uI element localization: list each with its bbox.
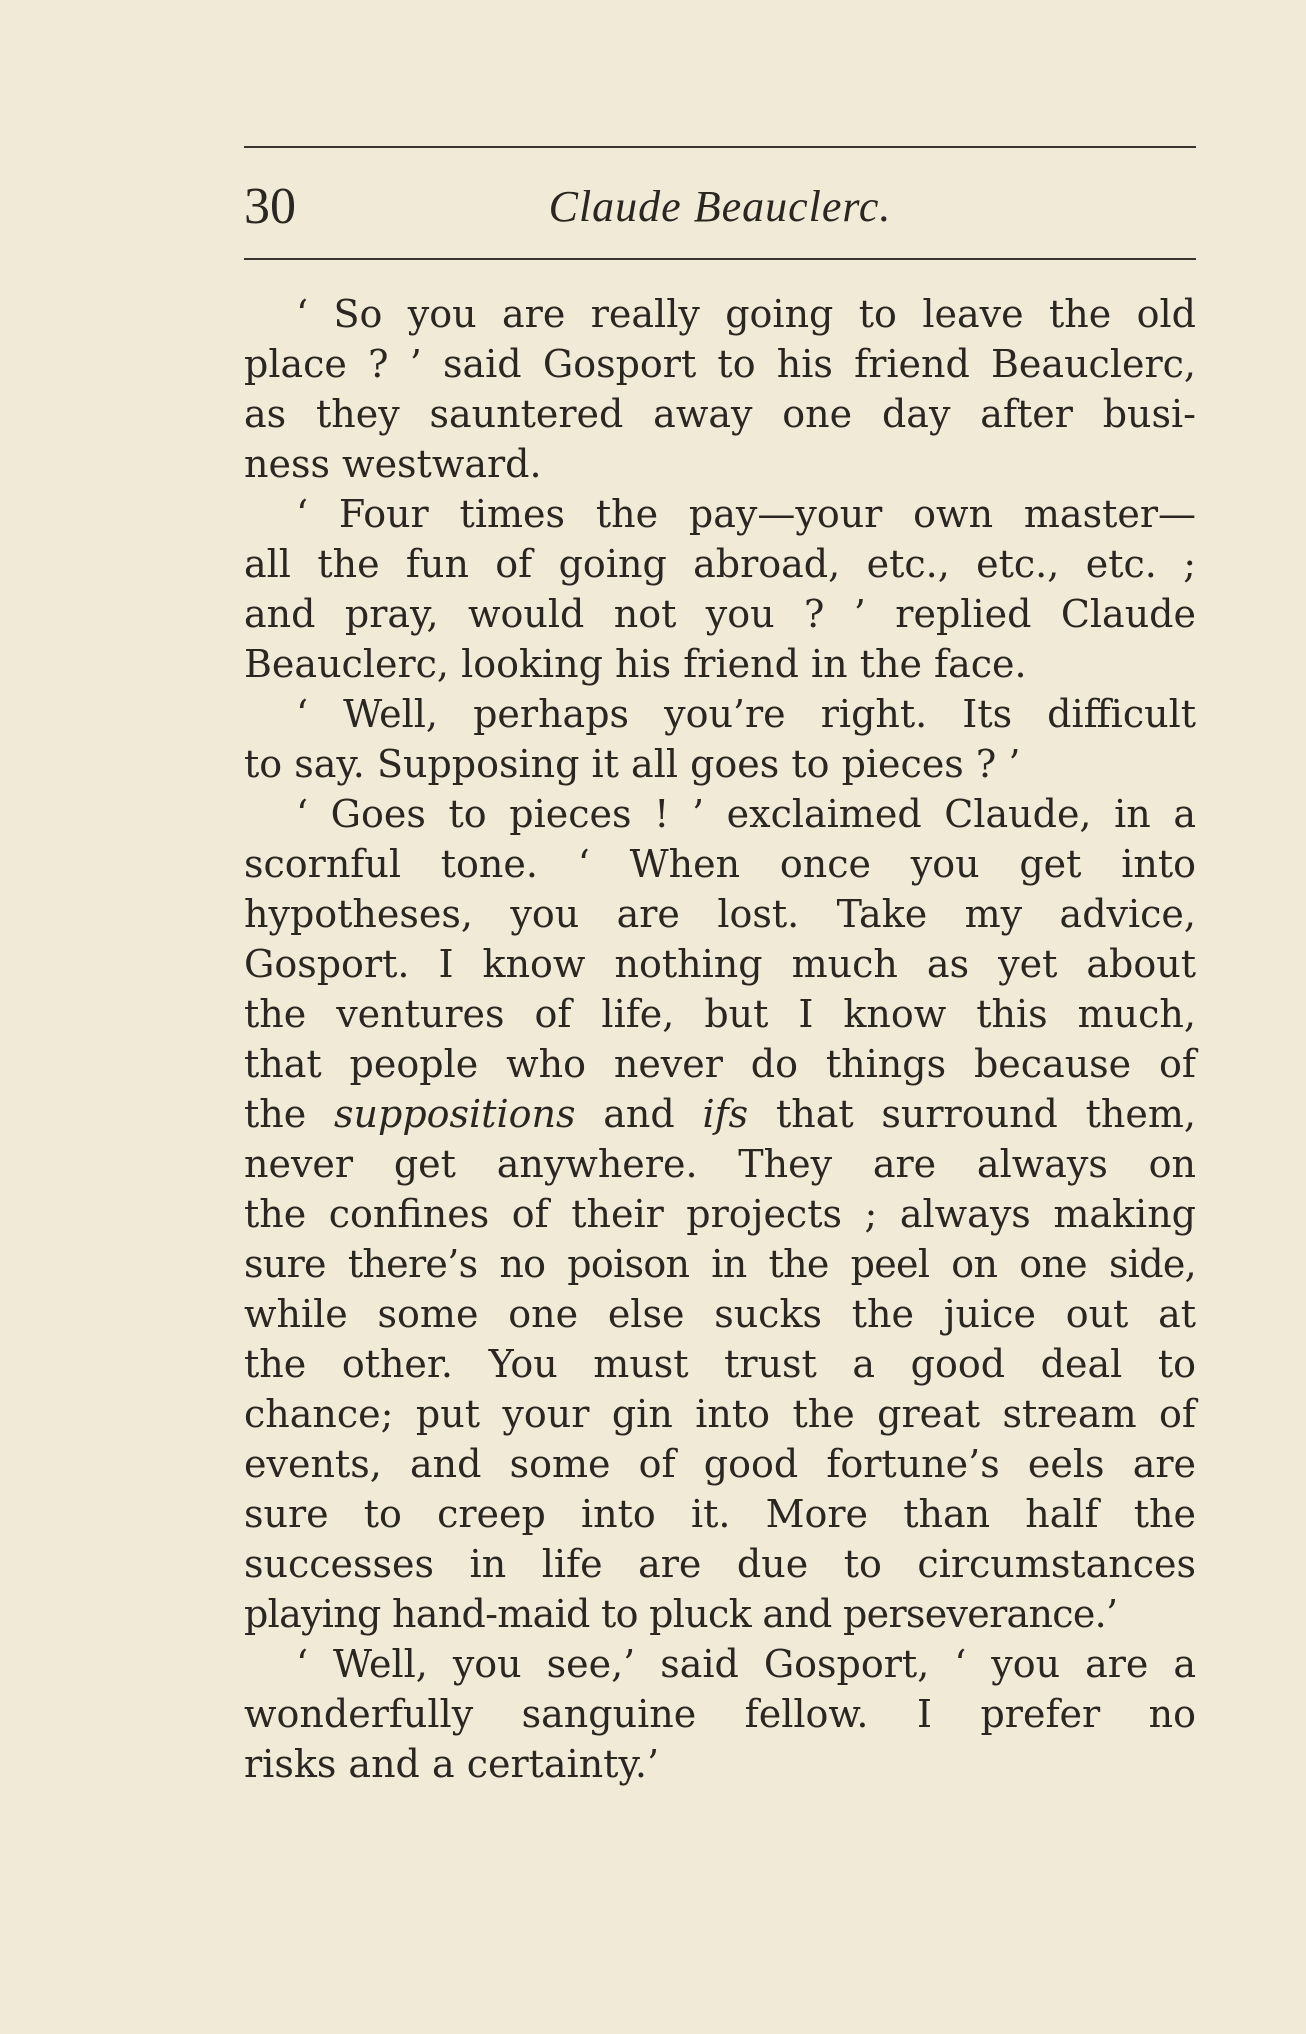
header-rule-top: [244, 146, 1196, 148]
text-line: never get anywhere. They are always on: [244, 1142, 1196, 1186]
text-line: risks and a certainty.’: [244, 1742, 660, 1786]
text-line: sure to creep into it. More than half the: [244, 1492, 1196, 1536]
text-line: successes in life are due to circumstances: [244, 1542, 1196, 1586]
text-line: the other. You must trust a good deal to: [244, 1342, 1196, 1386]
page-number: 30: [244, 178, 296, 235]
running-title: Claude Beauclerc.: [548, 182, 892, 231]
running-header: [244, 172, 1196, 242]
text-line: ‘ Well, you see,’ said Gosport, ‘ you are a: [296, 1642, 1196, 1686]
text-run: that surround them,: [748, 1092, 1196, 1136]
text-line: all the fun of going abroad, etc., etc., etc. ;: [244, 542, 1196, 586]
text-line: ‘ Goes to pieces ! ’ exclaimed Claude, in a: [296, 792, 1196, 836]
text-line: ness westward.: [244, 442, 542, 486]
text-line: ‘ Well, perhaps you’re right. Its difficult: [296, 692, 1196, 736]
text-line: ‘ So you are really going to leave the old: [296, 292, 1196, 336]
text-line: scornful tone. ‘ When once you get into: [244, 842, 1196, 886]
text-line: hypotheses, you are lost. Take my advice,: [244, 892, 1196, 936]
text-run: the: [244, 1092, 335, 1136]
text-line: as they sauntered away one day after busi-: [244, 392, 1196, 436]
body-text: [244, 289, 1196, 1789]
text-line: ‘ Four times the pay—your own master—: [296, 492, 1196, 536]
text-line: while some one else sucks the juice out at: [244, 1292, 1196, 1336]
text-line: sure there’s no poison in the peel on one side,: [244, 1242, 1196, 1286]
text-line: playing hand-maid to pluck and perseverance.’: [244, 1592, 1118, 1636]
italic-word-suppositions: suppositions: [334, 1092, 576, 1136]
text-line: place ? ’ said Gosport to his friend Beauclerc,: [244, 342, 1196, 386]
text-line: Beauclerc, looking his friend in the face.: [244, 642, 1027, 686]
text-line-with-italics: [244, 1089, 1196, 1139]
text-line: and pray, would not you ? ’ replied Claude: [244, 592, 1196, 636]
text-line: Gosport. I know nothing much as yet about: [244, 942, 1196, 986]
text-run: and: [575, 1092, 703, 1136]
text-line: events, and some of good fortune’s eels are: [244, 1442, 1196, 1486]
text-line: chance; put your gin into the great stream of: [244, 1392, 1196, 1436]
italic-word-ifs: ifs: [702, 1092, 749, 1136]
text-line: to say. Supposing it all goes to pieces ? ’: [244, 742, 1021, 786]
text-line: the ventures of life, but I know this much,: [244, 992, 1196, 1036]
header-rule-bottom: [244, 258, 1196, 260]
text-line: the confines of their projects ; always making: [244, 1192, 1196, 1236]
text-line: that people who never do things because of: [244, 1042, 1196, 1086]
text-line: wonderfully sanguine fellow. I prefer no: [244, 1692, 1196, 1736]
